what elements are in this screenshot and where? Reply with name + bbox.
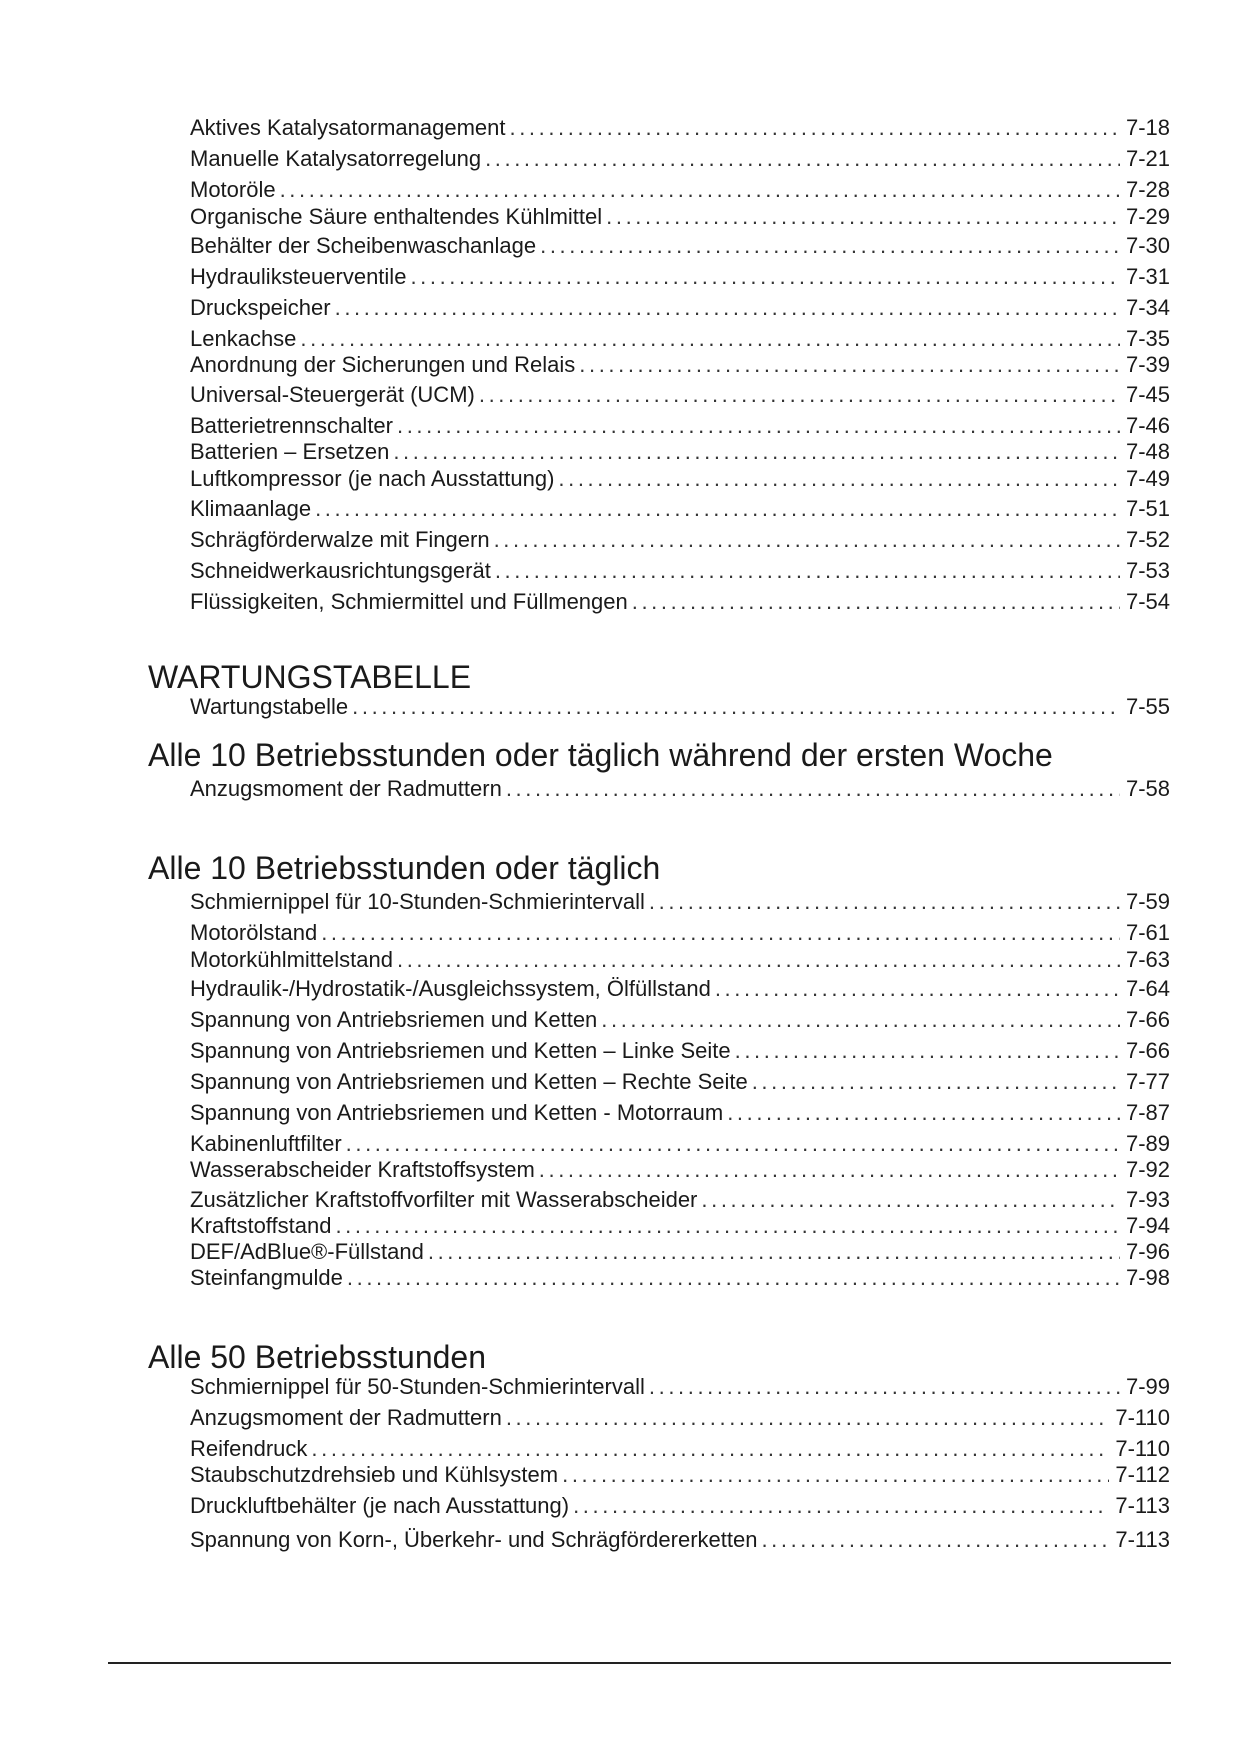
toc-entry-title: DEF/AdBlue®-Füllstand (190, 1239, 424, 1264)
toc-entry[interactable] (190, 1461, 1170, 1489)
toc-entry-title: Flüssigkeiten, Schmiermittel und Füllmengen (190, 589, 628, 614)
toc-entry-page: 7-92 (1125, 1157, 1170, 1182)
section-heading: Alle 10 Betriebsstunden oder täglich (148, 850, 661, 886)
toc-entry-title: Anzugsmoment der Radmuttern (190, 776, 502, 801)
dot-leader (315, 495, 1120, 523)
toc-entry-page: 7-99 (1125, 1374, 1170, 1399)
toc-entry-page: 7-52 (1125, 527, 1170, 552)
toc-entry-page: 7-87 (1125, 1100, 1170, 1125)
toc-entry-title: Motorölstand (190, 920, 318, 945)
toc-entry[interactable] (190, 438, 1170, 466)
toc-entry[interactable] (190, 1130, 1170, 1158)
dot-leader (506, 1404, 1110, 1432)
toc-entry[interactable] (190, 1037, 1170, 1065)
toc-entry[interactable] (190, 588, 1170, 616)
section-heading: WARTUNGSTABELLE (148, 659, 472, 695)
toc-entry-page: 7-59 (1125, 889, 1170, 914)
toc-entry[interactable] (190, 919, 1170, 947)
toc-entry-page: 7-31 (1125, 264, 1170, 289)
toc-entry[interactable] (190, 145, 1170, 173)
toc-entry-page: 7-93 (1125, 1187, 1170, 1212)
toc-entry-page: 7-110 (1115, 1436, 1170, 1461)
toc-entry-page: 7-94 (1125, 1213, 1170, 1238)
dot-leader (606, 203, 1120, 231)
toc-entry-title: Batterietrennschalter (190, 413, 393, 438)
toc-entry[interactable] (190, 1238, 1170, 1266)
toc-entry-title: Lenkachse (190, 326, 297, 351)
section-heading: Alle 50 Betriebsstunden (148, 1339, 486, 1375)
dot-leader (632, 588, 1120, 616)
toc-entry-title: Hydraulik-/Hydrostatik-/Ausgleichssystem, Ölfüllstand (190, 976, 711, 1001)
toc-entry-title: Manuelle Katalysatorregelung (190, 146, 482, 171)
dot-leader (410, 263, 1120, 291)
toc-entry-title: Kabinenluftfilter (190, 1131, 342, 1156)
toc-entry-title: Spannung von Antriebsriemen und Ketten – Rechte Seite (190, 1069, 748, 1094)
toc-entry[interactable] (190, 381, 1170, 409)
toc-entry[interactable] (190, 1404, 1170, 1432)
toc-entry[interactable] (190, 325, 1170, 353)
toc-entry-title: Universal-Steuergerät (UCM) (190, 382, 475, 407)
toc-entry-title: Luftkompressor (je nach Ausstattung) (190, 466, 555, 491)
toc-entry-page: 7-35 (1125, 326, 1170, 351)
dot-leader (347, 1264, 1120, 1292)
toc-entry[interactable] (190, 1373, 1170, 1401)
toc-entry-page: 7-96 (1125, 1239, 1170, 1264)
toc-entry-page: 7-66 (1125, 1007, 1170, 1032)
dot-leader (701, 1186, 1120, 1214)
toc-entry-title: Batterien – Ersetzen (190, 439, 390, 464)
toc-entry-page: 7-53 (1125, 558, 1170, 583)
toc-entry[interactable] (190, 1526, 1170, 1554)
toc-entry[interactable] (190, 1264, 1170, 1292)
toc-entry-page: 7-63 (1125, 947, 1170, 972)
toc-entry-page: 7-110 (1115, 1405, 1170, 1430)
toc-entry-title: Spannung von Antriebsriemen und Ketten (190, 1007, 598, 1032)
toc-entry-title: Druckspeicher (190, 295, 331, 320)
toc-entry-title: Anordnung der Sicherungen und Relais (190, 352, 576, 377)
toc-entry-title: Steinfangmulde (190, 1265, 343, 1290)
toc-entry-page: 7-48 (1125, 439, 1170, 464)
dot-leader (494, 526, 1120, 554)
toc-entry-page: 7-18 (1125, 115, 1170, 140)
dot-leader (761, 1526, 1109, 1554)
toc-entry-page: 7-64 (1125, 976, 1170, 1001)
toc-entry[interactable] (190, 203, 1170, 231)
dot-leader (397, 412, 1120, 440)
toc-entry-page: 7-28 (1125, 177, 1170, 202)
toc-entry-title: Schrägförderwalze mit Fingern (190, 527, 490, 552)
toc-entry-title: Aktives Katalysatormanagement (190, 115, 506, 140)
toc-entry[interactable] (190, 557, 1170, 585)
toc-entry[interactable] (190, 1099, 1170, 1127)
toc-entry-page: 7-113 (1115, 1493, 1170, 1518)
toc-entry-title: Wasserabscheider Kraftstoffsystem (190, 1157, 535, 1182)
toc-entry[interactable] (190, 693, 1170, 721)
dot-leader (300, 325, 1120, 353)
toc-entry-page: 7-55 (1125, 694, 1170, 719)
toc-entry-title: Schmiernippel für 50-Stunden-Schmierintervall (190, 1374, 645, 1399)
dot-leader (321, 919, 1120, 947)
toc-entry[interactable] (190, 1492, 1170, 1520)
toc-entry-page: 7-58 (1125, 776, 1170, 801)
dot-leader (579, 351, 1120, 379)
dot-leader (539, 1156, 1120, 1184)
dot-leader (479, 381, 1120, 409)
toc-entry-title: Wartungstabelle (190, 694, 349, 719)
dot-leader (428, 1238, 1120, 1266)
toc-entry[interactable] (190, 946, 1170, 974)
toc-entry-page: 7-21 (1125, 146, 1170, 171)
dot-leader (649, 1373, 1120, 1401)
toc-entry[interactable] (190, 263, 1170, 291)
toc-entry[interactable] (190, 412, 1170, 440)
toc-entry-page: 7-39 (1125, 352, 1170, 377)
toc-entry[interactable] (190, 1006, 1170, 1034)
toc-entry[interactable] (190, 1212, 1170, 1240)
dot-leader (601, 1006, 1120, 1034)
dot-leader (540, 232, 1120, 260)
toc-entry-page: 7-89 (1125, 1131, 1170, 1156)
dot-leader (715, 975, 1120, 1003)
dot-leader (352, 693, 1120, 721)
toc-entry-title: Motoröle (190, 177, 276, 202)
toc-entry[interactable] (190, 114, 1170, 142)
toc-entry-title: Anzugsmoment der Radmuttern (190, 1405, 502, 1430)
section-heading: Alle 10 Betriebsstunden oder täglich während der ersten Woche (148, 737, 1053, 773)
dot-leader (335, 294, 1120, 322)
dot-leader (397, 946, 1120, 974)
toc-entry[interactable] (190, 1156, 1170, 1184)
toc-entry[interactable] (190, 495, 1170, 523)
toc-entry[interactable] (190, 176, 1170, 204)
toc-entry-title: Motorkühlmittelstand (190, 947, 393, 972)
footer-divider (108, 1662, 1171, 1664)
toc-entry-page: 7-29 (1125, 204, 1170, 229)
toc-entry-page: 7-54 (1125, 589, 1170, 614)
toc-entry[interactable] (190, 1435, 1170, 1463)
toc-entry-title: Druckluftbehälter (je nach Ausstattung) (190, 1493, 570, 1518)
dot-leader (562, 1461, 1109, 1489)
toc-entry-title: Zusätzlicher Kraftstoffvorfilter mit Wasserabscheider (190, 1187, 698, 1212)
toc-entry-title: Hydrauliksteuerventile (190, 264, 407, 289)
toc-entry[interactable] (190, 888, 1170, 916)
toc-entry[interactable] (190, 232, 1170, 260)
toc-entry[interactable] (190, 1068, 1170, 1096)
dot-leader (510, 114, 1120, 142)
toc-entry-title: Spannung von Antriebsriemen und Ketten – Linke Seite (190, 1038, 731, 1063)
dot-leader (280, 176, 1120, 204)
toc-entry-title: Klimaanlage (190, 496, 312, 521)
dot-leader (495, 557, 1120, 585)
dot-leader (735, 1037, 1120, 1065)
dot-leader (311, 1435, 1109, 1463)
toc-entry-title: Spannung von Antriebsriemen und Ketten - Motorraum (190, 1100, 724, 1125)
toc-entry-title: Spannung von Korn-, Überkehr- und Schrägfördererketten (190, 1527, 758, 1552)
dot-leader (558, 465, 1120, 493)
toc-entry[interactable] (190, 294, 1170, 322)
toc-entry[interactable] (190, 775, 1170, 803)
toc-entry-title: Kraftstoffstand (190, 1213, 332, 1238)
dot-leader (335, 1212, 1120, 1240)
toc-entry-page: 7-51 (1125, 496, 1170, 521)
toc-entry[interactable] (190, 975, 1170, 1003)
toc-entry-page: 7-49 (1125, 466, 1170, 491)
toc-entry-page: 7-98 (1125, 1265, 1170, 1290)
toc-entry-page: 7-46 (1125, 413, 1170, 438)
toc-entry-page: 7-113 (1115, 1527, 1170, 1552)
dot-leader (346, 1130, 1120, 1158)
toc-entry[interactable] (190, 351, 1170, 379)
toc-entry-page: 7-66 (1125, 1038, 1170, 1063)
dot-leader (649, 888, 1120, 916)
toc-entry-title: Organische Säure enthaltendes Kühlmittel (190, 204, 603, 229)
toc-entry-title: Schneidwerkausrichtungsgerät (190, 558, 491, 583)
dot-leader (752, 1068, 1120, 1096)
toc-entry[interactable] (190, 1186, 1170, 1214)
dot-leader (506, 775, 1120, 803)
toc-entry-page: 7-34 (1125, 295, 1170, 320)
dot-leader (727, 1099, 1120, 1127)
toc-entry-title: Schmiernippel für 10-Stunden-Schmierintervall (190, 889, 645, 914)
dot-leader (393, 438, 1120, 466)
toc-entry-page: 7-77 (1125, 1069, 1170, 1094)
toc-entry-title: Staubschutzdrehsieb und Kühlsystem (190, 1462, 559, 1487)
dot-leader (485, 145, 1120, 173)
toc-entry-page: 7-30 (1125, 233, 1170, 258)
toc-entry-title: Behälter der Scheibenwaschanlage (190, 233, 537, 258)
toc-entry-title: Reifendruck (190, 1436, 308, 1461)
toc-entry[interactable] (190, 526, 1170, 554)
toc-entry-page: 7-45 (1125, 382, 1170, 407)
dot-leader (573, 1492, 1109, 1520)
toc-entry-page: 7-61 (1125, 920, 1170, 945)
toc-entry-page: 7-112 (1115, 1462, 1170, 1487)
toc-entry[interactable] (190, 465, 1170, 493)
